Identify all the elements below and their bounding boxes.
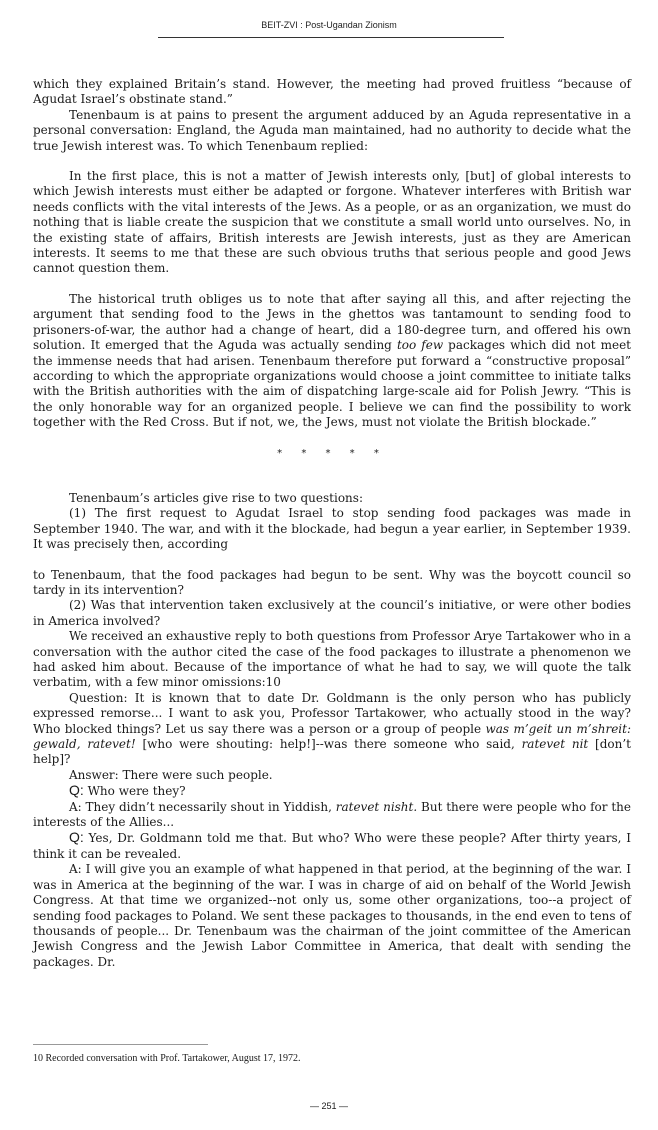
paragraph: The historical truth obliges us to note that after saying all this, and after rejecting the argument that sending food to the Jews in the ghettos was tantamount to sending food to prisoners-of-war, the author had a change of heart, did a 180-degree turn, and offered his own solution. It emerged that the Aguda was actually sending too few packages which did not meet the immense needs that had arisen. Tenenbaum therefore put forward a “constructive proposal” according to which the appropriate organizations would choose a joint committee to initiate talks with the British authorities with the aim of dispatching large-scale aid for Polish Jewry. “This is the only honorable way for an organized people. I believe we can find the possibility to work together with the Red Cross. But if not, we, the Jews, must not violate the British blockade.” [33,291,632,430]
paragraph: Question: It is known that to date Dr. Goldmann is the only person who has publicly expressed remorse... I want to ask you, Professor Tartakower, who actually stood in the way? Who blocked things? Let us say there was a person or a group of people was m’geit un m’shreit: gewald, ratevet! [who were shouting: help!]--was there someone who said, ratevet nit [don’t help]? [33,690,632,767]
emphasis: too few [396,338,444,353]
section-break: * * * * * [277,447,387,459]
block-quote: In the first place, this is not a matter of Jewish interests only, [but] of global interests to which Jewish interests must either be adapted or forgone. Whatever interferes with British war needs conflicts with the vital interests of the Jews. As a people, or as an organization, we must do nothing that is liable create the suspicion that we constitute a small world unto ourselves. No, in the existing state of affairs, British interests are Jewish interests, just as they are American interests. It seems to me that these are such obvious truths that serious people and good Jews cannot question them. [33,169,631,276]
page-number: — 251 — [309,1101,349,1111]
paragraph: Q: Who were they? [69,782,186,799]
paragraph: Q: Yes, Dr. Goldmann told me that. But who? Who were these people? After thirty years, I think it can be revealed. [33,829,631,861]
emphasis: ratevet nit [521,737,589,752]
emphasis: was m’geit un m’shreit: gewald, ratevet! [33,721,632,752]
paragraph: Tenenbaum’s articles give rise to two questions: [69,490,363,505]
paragraph: (2) Was that intervention taken exclusively at the council’s initiative, or were other bodies in America involved? [33,598,631,628]
paragraph: (1) The first request to Agudat Israel to stop sending food packages was made in September 1940. The war, and with it the blockade, had begun a year earlier, in September 1939. It was precisely then, according [33,506,631,552]
footnote: 10 Recorded conversation with Prof. Tartakower, August 17, 1972. [33,1053,301,1064]
footnote-rule [33,1044,208,1045]
paragraph: to Tenenbaum, that the food packages had begun to be sent. Why was the boycott council so tardy in its intervention? [33,567,631,597]
running-header: BEIT-ZVI : Post-Ugandan Zionism [261,20,397,30]
paragraph: A: They didn’t necessarily shout in Yiddish, ratevet nisht. But there were people who for the interests of the Allies... [33,799,632,830]
paragraph: Answer: There were such people. [69,767,273,782]
body-text [33,77,631,970]
header-rule [158,37,504,38]
paragraph: We received an exhaustive reply to both questions from Professor Arye Tartakower who in a conversation with the author cited the case of the food packages to illustrate a phenomenon we had asked him about. Because of the importance of what he had to say, we will quote the talk verbatim, with a few minor omissions:10 [33,629,631,690]
paragraph: which they explained Britain’s stand. However, the meeting had proved fruitless “because of Agudat Israel’s obstinate stand.” [33,77,631,107]
paragraph: A: I will give you an example of what happened in that period, at the beginning of the war. I was in America at the beginning of the war. I was in charge of aid on behalf of the World Jewish Congress. At that time we organized--not only us, some other organizations, too--a project of sending food packages to Poland. We sent these packages to thousands, in the end even to tens of thousands of people... Dr. Tenenbaum was the chairman of the joint committee of the American Jewish Congress and the Jewish Labor Committee in America, that dealt with sending the packages. Dr. [33,862,631,969]
paragraph: Tenenbaum is at pains to present the argument adduced by an Aguda representative in a personal conversation: England, the Aguda man maintained, had no authority to decide what the true Jewish interest was. To which Tenenbaum replied: [33,107,631,153]
emphasis: ratevet nisht. [335,799,418,814]
